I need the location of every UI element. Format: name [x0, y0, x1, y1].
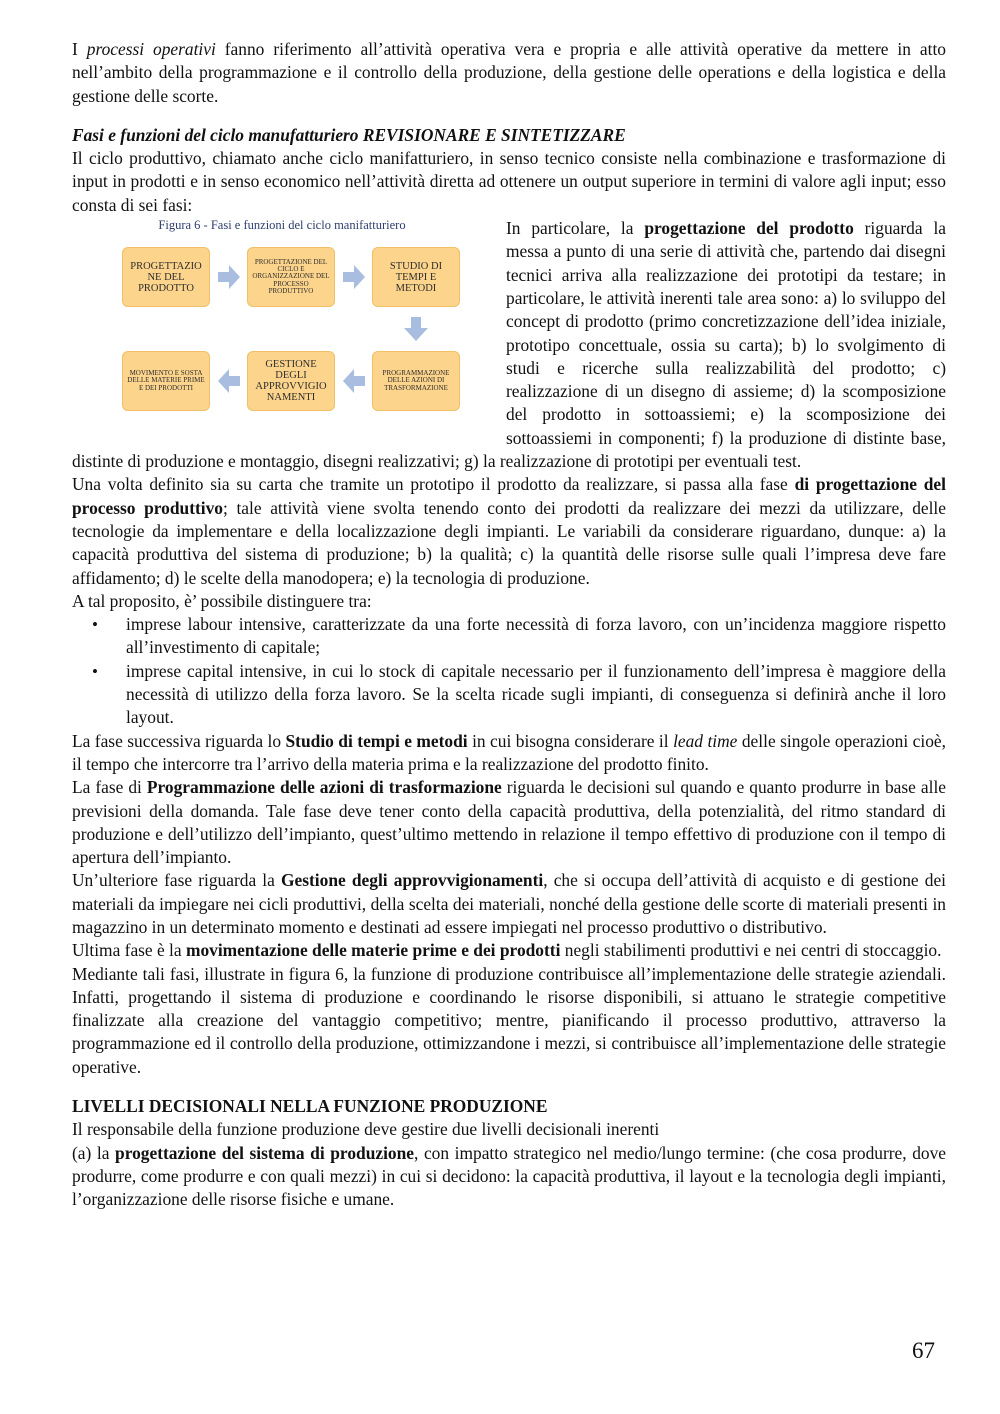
section1-paragraph-9: Mediante tali fasi, illustrate in figura 6, la funzione di produzione contribuisce all’implementazione delle strategie aziendali. Infatti, progettando il sistema di produzione e coordinando le risorse disponibili, si attuano le strategie competitive finalizzate alla creazione del vantaggio competitivo; mentre, pianificando il processo produttivo, attraverso la programmazione ed il controllo della produzione, ottimizzandone i mezzi, si contribuisce all’implementazione delle strategie operative. — [72, 963, 946, 1077]
figure-box-transformation-planning: PROGRAMMAZIONE DELLE AZIONI DI TRASFORMAZIONE — [372, 351, 460, 411]
bullet-icon: • — [92, 615, 98, 635]
figure-6 — [72, 217, 492, 439]
section1-paragraph-5 — [72, 730, 946, 777]
bold-term: movimentazione delle materie prime e dei prodotti — [185, 940, 561, 961]
bold-term: progettazione del sistema di produzione — [115, 1142, 415, 1163]
section2-paragraph-1: Il responsabile della funzione produzione deve gestire due livelli decisionali inerenti — [72, 1119, 660, 1140]
bullet-list — [72, 613, 946, 729]
arrow-left-icon — [343, 369, 365, 393]
text-run: in cui bisogna considerare il — [467, 730, 674, 751]
section1-paragraph-4: A tal proposito, è’ possibile distinguere tra: — [72, 590, 372, 611]
figure-box-process-design: PROGETTAZIONE DEL CICLO E ORGANIZZAZIONE DEL PROCESSO PRODUTTIVO — [247, 247, 335, 307]
intro-paragraph — [72, 38, 946, 108]
section1-paragraph-8 — [72, 939, 946, 962]
page-number: 67 — [912, 1338, 935, 1363]
text-run: Un’ulteriore fase riguarda la — [72, 870, 281, 891]
italic-term: lead time — [673, 730, 738, 751]
arrow-right-icon — [218, 265, 240, 289]
text-run: , con impatto strategico nel medio/lungo termine: (che cosa produrre, dove produrre, come produrre e con quali mezzi) in cui si decidono: la capacità produttiva, il layout e la tecnologia degli impianti, l’organizzazione delle risorse fisiche e umane. — [72, 1142, 947, 1210]
text-run: riguarda le decisioni sul quando e quanto produrre in base alle previsioni della domanda. Tale fase deve tener conto della capacità produttiva, della potenzialità, del ritmo standard di produzione e dell’utilizzo dell’impianto, quest’ultimo mettendo in relazione il tempo effettivo di produzione con il tempo di apertura dell’impianto. — [72, 777, 946, 868]
section1-heading: Fasi e funzioni del ciclo manufatturiero REVISIONARE E SINTETIZZARE — [72, 124, 626, 145]
text-run: Ultima fase è la — [72, 940, 186, 961]
intro-text-end: fanno riferimento all’attività operativa vera e propria e alle attività operative da mettere in atto nell’ambito della programmazione e il controllo della produzione, della gestione delle operations e della logistica e della gestione delle scorte. — [72, 39, 946, 106]
text-run: ; tale attività viene svolta tenendo conto dei prodotti da realizzare dei mezzi da utilizzare, delle tecnologie da implementare e della localizzazione degli impianti. Le variabili da considerare riguardano, dunque: a) la capacità produttiva del sistema di produzione; b) la qualità; c) la quantità delle risorse sulle quali l’impresa deve fare affidamento; d) le scelte della manodopera; e) la tecnologia di produzione. — [72, 497, 946, 588]
arrow-down-icon — [404, 317, 428, 341]
text-run: In particolare, la — [506, 218, 645, 239]
figure-title: Figura 6 - Fasi e funzioni del ciclo manifatturiero — [158, 218, 406, 233]
arrow-right-icon — [343, 265, 365, 289]
arrow-left-icon — [218, 369, 240, 393]
bold-term: Programmazione delle azioni di trasformazione — [146, 777, 502, 798]
intro-italic-term: processi operativi — [86, 39, 216, 59]
text-run: negli stabilimenti produttivi e nei centri di stoccaggio. — [560, 940, 942, 961]
text-run: Una volta definito sia su carta che tramite un prototipo il prodotto da realizzare, si passa alla fase — [72, 474, 795, 495]
text-run: delle singole operazioni cioè, il tempo che intercorre tra l’arrivo della materia prima e la realizzazione del prodotto finito. — [72, 730, 946, 774]
list-item-text: imprese labour intensive, caratterizzate da una forte necessità di forza lavoro, con un’incidenza maggiore rispetto all’investimento di capitale; — [126, 614, 946, 658]
section1-paragraph-1: Il ciclo produttivo, chiamato anche ciclo manifatturiero, in senso tecnico consiste nella combinazione e trasformazione di input in prodotti e in senso economico nell’attività diretta ad ottenere un output superiore in termini di valore agli input; esso consta di sei fasi: — [72, 148, 946, 215]
document-page — [72, 38, 946, 1212]
intro-text-start: I — [72, 39, 87, 59]
bold-term: di progettazione del processo produttivo — [72, 474, 946, 518]
figure-box-time-methods: STUDIO DI TEMPI E METODI — [372, 247, 460, 307]
section2-paragraph-2 — [72, 1142, 946, 1212]
list-item — [72, 613, 946, 660]
section1-paragraph-3 — [72, 473, 946, 589]
text-run: La fase di — [72, 777, 147, 798]
section1-paragraph-6 — [72, 776, 946, 869]
text-run: La fase successiva riguarda lo — [72, 730, 286, 751]
text-run: riguarda la messa a punto di una serie di attività che, partendo dai disegni tecnici arriva alla realizzazione dei prototipi da testare; in particolare, le attività inerenti tale area sono: a) lo sviluppo del concept di prodotto (primo concretizzazione dell’idea iniziale, prototipo concettuale, ossia su carta); b) lo svolgimento di studi e ricerche sulla realizzabilità del prodotto; c) realizzazione di un disegno di assieme; d) la scomposizione del prodotto in sottoassiemi; e) la scomposizione dei sottoassiemi in componenti; f) la produzione di distinte base, distinte di produzione e montaggio, disegni realizzativi; g) la realizzazione di prototipi per eventuali test. — [72, 218, 946, 472]
bold-term: Studio di tempi e metodi — [285, 730, 468, 751]
figure-box-materials-handling: MOVIMENTO E SOSTA DELLE MATERIE PRIME E DEI PRODOTTI — [122, 351, 210, 411]
text-run: (a) la — [72, 1142, 116, 1163]
figure-box-procurement: GESTIONE DEGLI APPROVVIGIO NAMENTI — [247, 351, 335, 411]
bold-term: progettazione del prodotto — [644, 218, 854, 239]
bold-term: Gestione degli approvvigionamenti — [281, 870, 544, 891]
list-item-text: imprese capital intensive, in cui lo stock di capitale necessario per il funzionamento dell’impresa è maggiore della necessità di utilizzo della forza lavoro. Se la scelta ricade sugli impianti, di conseguenza si definirà anche il loro layout. — [126, 660, 946, 728]
text-run: , che si occupa dell’attività di acquisto e di gestione dei materiali da impiegare nei cicli produttivi, della scelta dei materiali, nonché della gestione delle scorte di materiali presenti in magazzino in un determinato momento e destinati ad essere impiegati nel processo produttivo o distributivo. — [72, 870, 946, 937]
section1-paragraph-7 — [72, 869, 946, 939]
figure-box-product-design: PROGETTAZIO NE DEL PRODOTTO — [122, 247, 210, 307]
section2-heading: LIVELLI DECISIONALI NELLA FUNZIONE PRODUZIONE — [72, 1096, 548, 1117]
list-item — [72, 660, 946, 730]
bullet-icon: • — [92, 661, 98, 681]
